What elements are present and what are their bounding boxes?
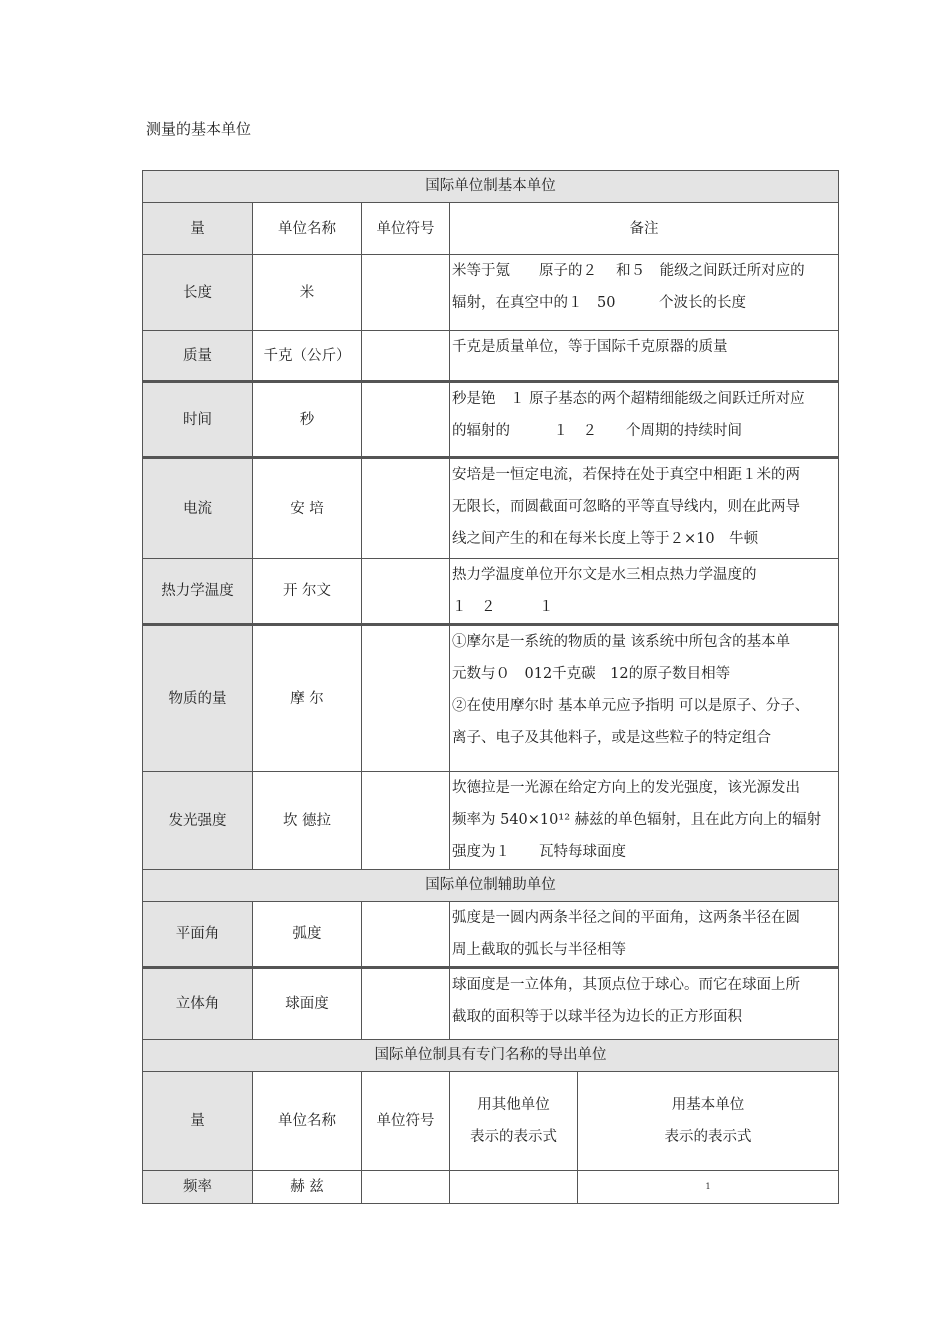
unit-name-cell: 赫 兹 <box>253 1171 362 1204</box>
remark-line: ①摩尔是一系统的物质的量 该系统中所包含的基本单 <box>452 634 791 650</box>
remark-line: 线之间产生的和在每米长度上等于２×10 牛顿 <box>452 531 759 547</box>
table-row <box>143 1171 839 1204</box>
remark-line: ②在使用摩尔时 基本单元应予指明 可以是原子、分子、 <box>452 698 810 714</box>
remark-line: 坎德拉是一光源在给定方向上的发光强度，该光源发出 <box>452 780 800 796</box>
unit-name-cell: 弧度 <box>253 902 362 968</box>
remark-line: 的辐射的 １ ２ 个周期的持续时间 <box>452 423 742 439</box>
table-row <box>143 382 839 458</box>
quantity-cell: 平面角 <box>143 902 253 968</box>
unit-symbol-cell <box>362 625 450 772</box>
section-title: 国际单位制辅助单位 <box>143 870 839 902</box>
remark-cell <box>450 331 839 382</box>
unit-symbol-cell <box>362 968 450 1040</box>
remark-line: 无限长，而圆截面可忽略的平等直导线内，则在此两导 <box>452 499 800 515</box>
base-units-cell: 1 <box>578 1171 839 1204</box>
header-line: 用其他单位 <box>477 1097 550 1113</box>
remark-cell <box>450 625 839 772</box>
remark-line: 频率为 540×10¹² 赫兹的单色辐射，且在此方向上的辐射 <box>452 812 822 828</box>
unit-name-cell: 坎 德拉 <box>253 772 362 870</box>
header-quantity: 量 <box>143 203 253 255</box>
unit-name-cell: 安 培 <box>253 458 362 559</box>
unit-name-cell: 摩 尔 <box>253 625 362 772</box>
unit-symbol-cell <box>362 772 450 870</box>
table-row <box>143 458 839 559</box>
other-units-cell <box>450 1171 578 1204</box>
table-row <box>143 625 839 772</box>
table-row <box>143 331 839 382</box>
unit-symbol-cell <box>362 902 450 968</box>
remark-cell <box>450 772 839 870</box>
unit-symbol-cell <box>362 255 450 331</box>
remark-line: 弧度是一圆内两条半径之间的平面角，这两条半径在圆 <box>452 910 800 926</box>
quantity-cell: 时间 <box>143 382 253 458</box>
remark-cell <box>450 255 839 331</box>
remark-cell <box>450 902 839 968</box>
unit-name-cell: 千克（公斤） <box>253 331 362 382</box>
remark-line: 强度为１ 瓦特每球面度 <box>452 844 626 860</box>
unit-symbol-cell <box>362 458 450 559</box>
header-unit-name: 单位名称 <box>253 1072 362 1171</box>
si-units-table <box>142 170 839 1204</box>
header-unit-symbol: 单位符号 <box>362 203 450 255</box>
section-header-supplementary <box>143 870 839 902</box>
quantity-cell: 发光强度 <box>143 772 253 870</box>
remark-line: 离子、电子及其他料子，或是这些粒子的特定组合 <box>452 730 771 746</box>
header-line: 表示的表示式 <box>664 1129 752 1145</box>
unit-symbol-cell <box>362 559 450 625</box>
header-line: 表示的表示式 <box>470 1129 557 1145</box>
remark-cell <box>450 968 839 1040</box>
unit-name-cell: 米 <box>253 255 362 331</box>
section-header-derived <box>143 1040 839 1072</box>
remark-line: 千克是质量单位，等于国际千克原器的质量 <box>452 339 728 355</box>
header-unit-name: 单位名称 <box>253 203 362 255</box>
header-base-units <box>578 1072 839 1171</box>
remark-line: 米等于氪 原子的２ 和５ 能级之间跃迁所对应的 <box>452 263 805 279</box>
section-title: 国际单位制具有专门名称的导出单位 <box>143 1040 839 1072</box>
quantity-cell: 长度 <box>143 255 253 331</box>
section-header-base <box>143 171 839 203</box>
quantity-cell: 热力学温度 <box>143 559 253 625</box>
table-row <box>143 559 839 625</box>
remark-line: 辐射，在真空中的１ 50 个波长的长度 <box>452 295 746 311</box>
quantity-cell: 频率 <box>143 1171 253 1204</box>
unit-name-cell: 秒 <box>253 382 362 458</box>
section-title: 国际单位制基本单位 <box>143 171 839 203</box>
unit-name-cell: 球面度 <box>253 968 362 1040</box>
unit-name-cell: 开 尔文 <box>253 559 362 625</box>
header-row <box>143 203 839 255</box>
quantity-cell: 物质的量 <box>143 625 253 772</box>
remark-line: 截取的面积等于以球半径为边长的正方形面积 <box>452 1009 742 1025</box>
remark-line: 周上截取的弧长与半径相等 <box>452 942 626 958</box>
remark-line: 球面度是一立体角，其顶点位于球心。而它在球面上所 <box>452 977 800 993</box>
header-line: 用基本单位 <box>671 1097 745 1113</box>
page-title: 测量的基本单位 <box>146 120 252 138</box>
remark-cell <box>450 458 839 559</box>
header-unit-symbol: 单位符号 <box>362 1072 450 1171</box>
remark-line: 安培是一恒定电流，若保持在处于真空中相距１米的两 <box>452 467 800 483</box>
quantity-cell: 立体角 <box>143 968 253 1040</box>
remark-line: 秒是铯 １ 原子基态的两个超精细能级之间跃迁所对应 <box>452 391 805 407</box>
table-row <box>143 772 839 870</box>
quantity-cell: 电流 <box>143 458 253 559</box>
table-row <box>143 968 839 1040</box>
remark-line: 元数与０ 012千克碳 12的原子数目相等 <box>452 666 731 682</box>
remark-line: 热力学温度单位开尔文是水三相点热力学温度的 <box>452 567 757 583</box>
remark-line: １ ２ １ <box>452 599 554 615</box>
table-row <box>143 902 839 968</box>
unit-symbol-cell <box>362 382 450 458</box>
header-other-units <box>450 1072 578 1171</box>
header-remark: 备注 <box>450 203 839 255</box>
table-row <box>143 255 839 331</box>
remark-cell <box>450 559 839 625</box>
quantity-cell: 质量 <box>143 331 253 382</box>
header-row <box>143 1072 839 1171</box>
remark-cell <box>450 382 839 458</box>
unit-symbol-cell <box>362 331 450 382</box>
header-quantity: 量 <box>143 1072 253 1171</box>
unit-symbol-cell <box>362 1171 450 1204</box>
